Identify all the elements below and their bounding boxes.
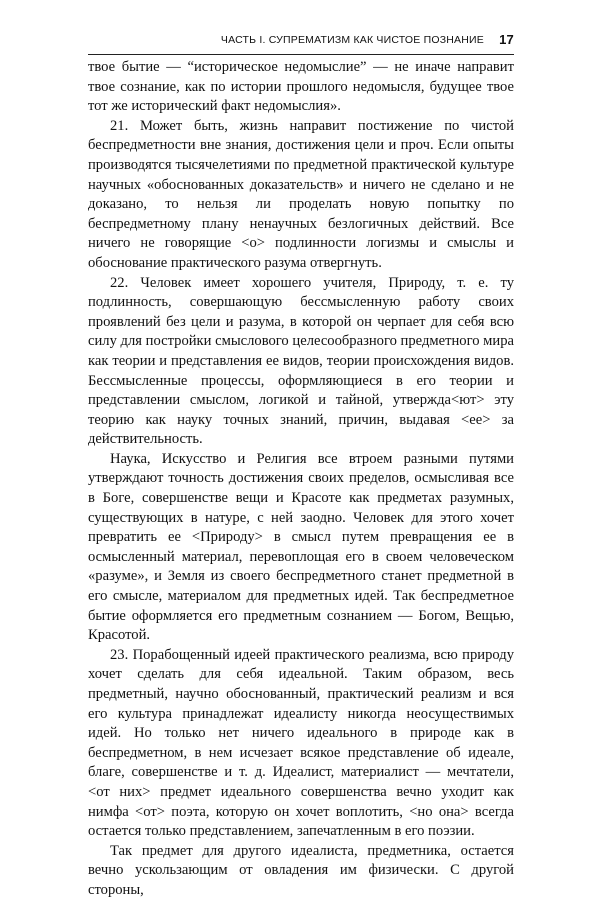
body-text xyxy=(88,58,514,901)
paragraph-23: 23. Порабощенный идеей практического реализма, всю природу хочет сделать для себя идеальной. Таким образом, весь предметный, научно обоснованный, практический реализм и вся его культура принадлежат идеалисту никогда неосуществимых идей. Но только нет ничего идеального в природе как в беспредметном, в нем исчезает всякое представление об идеале, благе, совершенстве и т. д. Идеалист, материалист — мечтатели, <от них> предмет идеального совершенства вечно уходит как нимфа <от> поэта, которую он хочет воплотить, <но она> всегда остается только представлением, запечатленным в его поэзии. xyxy=(88,646,514,840)
running-title: ЧАСТЬ I. СУПРЕМАТИЗМ КАК ЧИСТОЕ ПОЗНАНИЕ xyxy=(220,34,484,46)
running-head xyxy=(88,30,514,50)
page-number: 17 xyxy=(499,32,514,47)
paragraph-22: 22. Человек имеет хорошего учителя, Природу, т. е. ту подлинность, совершающую бессмысленную работу своих проявлений без цели и разума, в которой он черпает для себя всю силу для постройки смыслового целесообразного предметного мира как теории и представления ее видов, теории происхождения видов. Бессмысленные процессы, оформляющиеся в его теории и представлении смыслом, логикой и тайной, утвержда<ют> эту теорию как науку точных знаний, причин, выдавая <ее> за действительность. xyxy=(88,274,514,448)
paragraph-21: 21. Может быть, жизнь направит постижение по чистой беспредметности вне знания, достижения цели и проч. Если опыты производятся тысячелетиями по предметной практической культуре научных «обоснованных доказательств» и ничего не сделано и не доказано, то нельзя ли проделать новую попытку по беспредметному плану ненаучных безлогичных действий. Все ничего не говорящие <о> подлинности логизмы и смыслы и обоснование практического разума отвергнуть. xyxy=(88,117,514,271)
paragraph-science-art-religion: Наука, Искусство и Религия все втроем разными путями утверждают точность достижения своих пределов, осмысливая все в Боге, совершенстве вещи и Красоте как предметах разумных, существующих в натуре, с ней заодно. Человек для этого хочет превратить ее <Природу> в смысл путем превращения ее в осмысленный материал, перевоплощая его в своем человеческом «разуме», и Земля из своего беспредметного станет предметной в его смысле, материалом для предметных идей. Так беспредметное бытие оформляется его предметным сознанием — Богом, Вещью, Красотой. xyxy=(88,450,514,644)
paragraph-final: Так предмет для другого идеалиста, предметника, остается вечно ускользающим от овладения им физически. С другой стороны, xyxy=(88,842,514,898)
header-rule xyxy=(88,54,514,55)
paragraph-continuation: твое бытие — “историческое недомыслие” — не иначе направит твое сознание, как по истории прошлого недомысля, будущее твое тот же исторический факт недомыслия». xyxy=(88,59,514,115)
